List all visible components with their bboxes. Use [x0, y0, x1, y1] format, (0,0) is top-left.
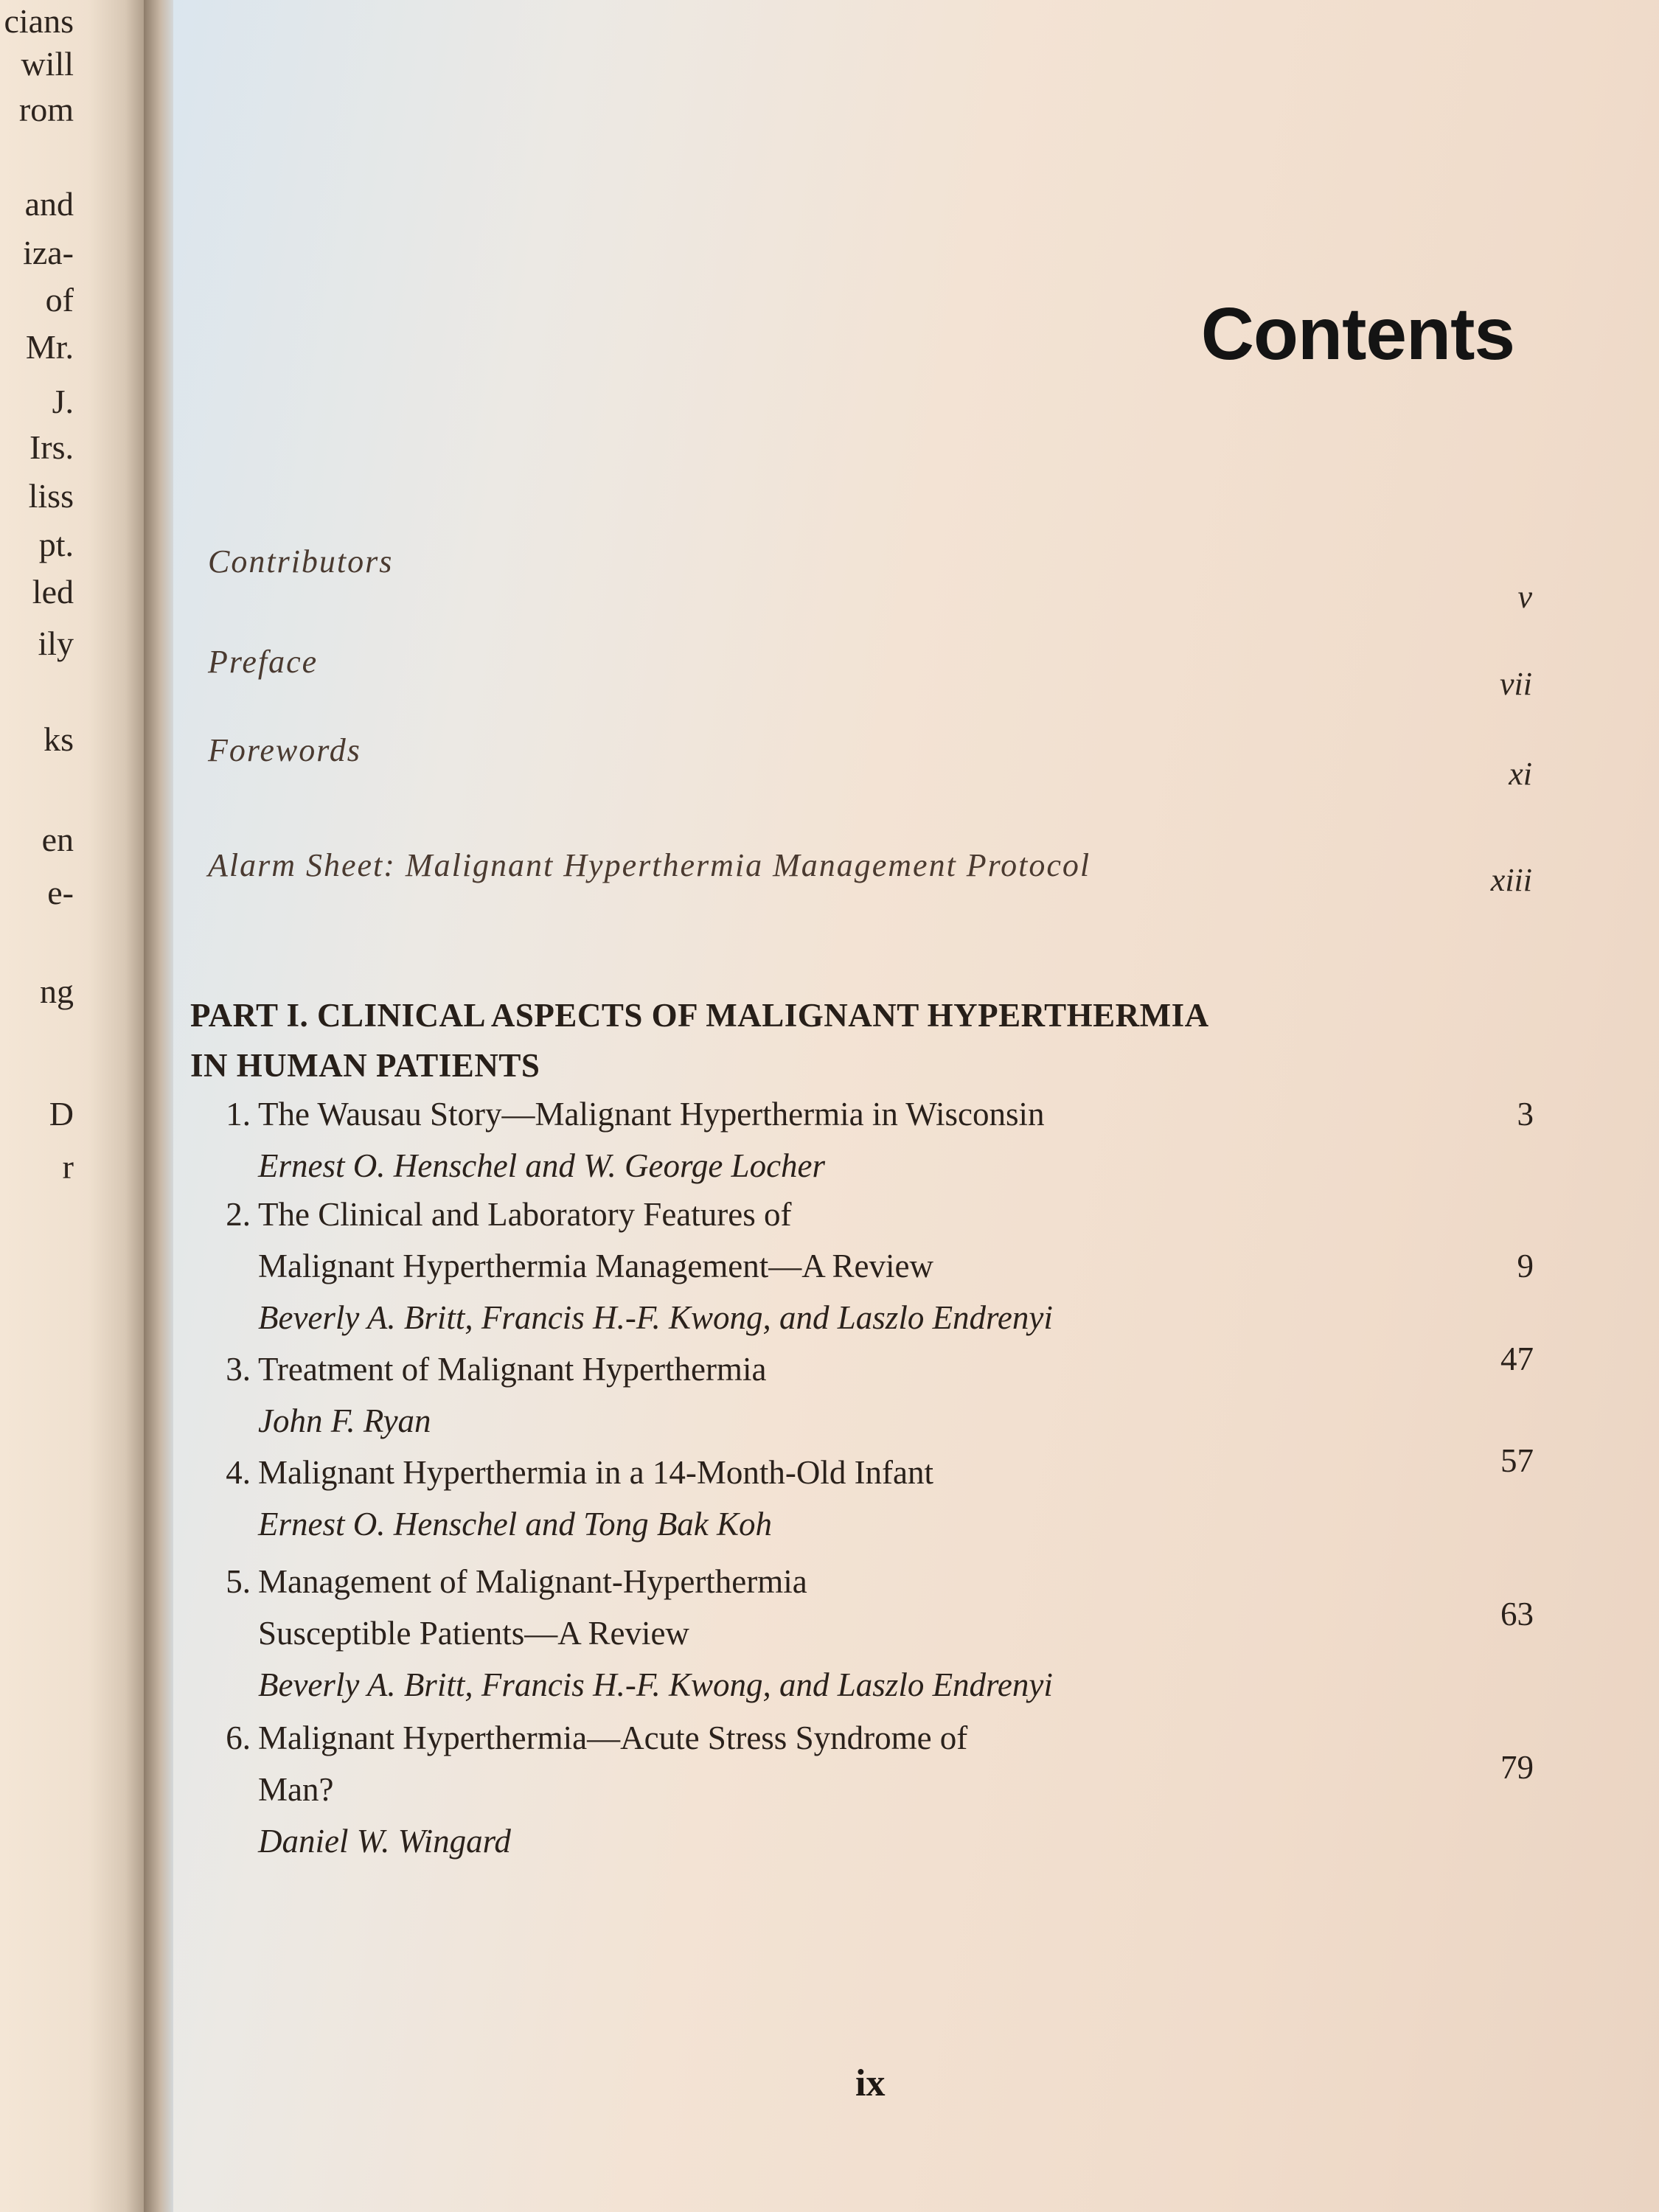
toc-page-number: vii [1500, 666, 1532, 702]
chapter-authors: Beverly A. Britt, Francis H.-F. Kwong, and Laszlo Endrenyi [258, 1299, 1053, 1336]
left-page-line: and [24, 185, 74, 223]
left-page-line: will [21, 45, 74, 83]
left-page-line: pt. [38, 526, 74, 563]
chapter-title: Malignant Hyperthermia in a 14-Month-Old Infant [258, 1454, 934, 1491]
part-heading-line: IN HUMAN PATIENTS [190, 1047, 540, 1084]
left-page-line: J. [52, 383, 74, 420]
left-page-line: ks [44, 720, 74, 758]
toc-chapter-2 [206, 1189, 1534, 1343]
toc-chapter-4 [206, 1442, 1534, 1550]
chapter-authors: John F. Ryan [258, 1402, 431, 1439]
toc-page-number: xi [1509, 756, 1532, 792]
part-heading [190, 990, 1209, 1091]
chapter-authors: Beverly A. Britt, Francis H.-F. Kwong, and Laszlo Endrenyi [258, 1666, 1053, 1703]
toc-chapter-3 [206, 1340, 1534, 1447]
left-page-line: iza- [23, 234, 74, 271]
left-page-line: ily [38, 625, 74, 662]
left-page-line: e- [47, 874, 74, 911]
left-page-line: of [45, 281, 74, 319]
left-page-line: rom [18, 91, 74, 128]
toc-front-preface: Preface [208, 644, 319, 680]
chapter-title-line: Management of Malignant-Hyperthermia [258, 1563, 807, 1600]
toc-front-alarm-sheet: Alarm Sheet: Malignant Hyperthermia Management Protocol [208, 847, 1091, 883]
chapter-title-line: Malignant Hyperthermia—Acute Stress Syndrome of [258, 1719, 968, 1756]
toc-page-number: 9 [1517, 1248, 1534, 1284]
chapter-title-line: The Clinical and Laboratory Features of [258, 1196, 792, 1233]
toc-page-number: 63 [1500, 1596, 1534, 1632]
chapter-number: 1. [226, 1096, 251, 1133]
toc-chapter-6 [206, 1712, 1534, 1867]
left-page-line: ng [40, 973, 74, 1010]
left-page-line: Mr. [25, 328, 74, 366]
toc-page-number: 47 [1500, 1340, 1534, 1377]
chapter-authors: Ernest O. Henschel and Tong Bak Koh [258, 1506, 773, 1543]
toc-front-forewords: Forewords [208, 732, 361, 768]
left-page-line: en [41, 821, 74, 858]
left-page-line: D [49, 1095, 74, 1133]
chapter-number: 2. [226, 1196, 251, 1233]
book-gutter [144, 0, 177, 2212]
toc-page-number: xiii [1490, 862, 1532, 898]
page-title: Contents [1200, 293, 1514, 375]
chapter-number: 5. [226, 1563, 251, 1600]
part-heading-line: PART I. CLINICAL ASPECTS OF MALIGNANT HYPERTHERMIA [190, 997, 1209, 1034]
chapter-authors: Ernest O. Henschel and W. George Locher [258, 1147, 826, 1184]
chapter-title: The Wausau Story—Malignant Hyperthermia in Wisconsin [258, 1096, 1045, 1133]
toc-page-number: 79 [1500, 1749, 1534, 1786]
toc-page-number: 57 [1500, 1442, 1534, 1479]
chapter-number: 3. [226, 1351, 251, 1388]
toc-chapter-1 [206, 1088, 1534, 1192]
toc-page-number: 3 [1517, 1096, 1534, 1133]
left-page-line: Irs. [29, 428, 74, 466]
toc-chapter-5 [206, 1556, 1534, 1711]
left-page-line: liss [28, 477, 74, 515]
chapter-title-line: Malignant Hyperthermia Management—A Review [258, 1248, 933, 1284]
chapter-title-line: Man? [258, 1771, 334, 1808]
chapter-number: 4. [226, 1454, 251, 1491]
chapter-number: 6. [226, 1719, 251, 1756]
chapter-authors: Daniel W. Wingard [258, 1823, 511, 1860]
toc-front-contributors: Contributors [208, 543, 394, 580]
left-facing-page [0, 0, 147, 2212]
left-page-line: cians [4, 2, 74, 40]
left-page-line: led [32, 573, 74, 611]
page-folio: ix [855, 2062, 886, 2104]
toc-page-number: v [1517, 579, 1532, 615]
chapter-title-line: Susceptible Patients—A Review [258, 1615, 689, 1652]
left-page-line: r [62, 1148, 74, 1186]
chapter-title: Treatment of Malignant Hyperthermia [258, 1351, 767, 1388]
